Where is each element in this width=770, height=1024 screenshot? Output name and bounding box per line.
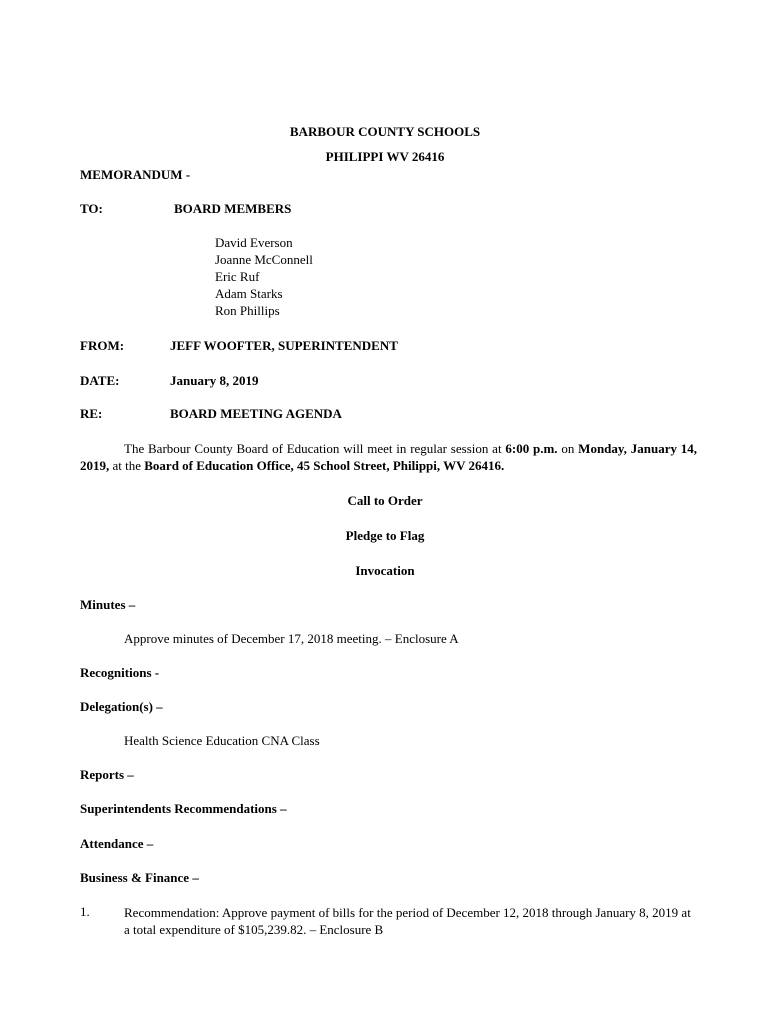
to-label: TO: bbox=[80, 201, 103, 216]
delegations-heading: Delegation(s) – bbox=[80, 699, 163, 714]
minutes-heading: Minutes – bbox=[80, 597, 136, 612]
re-label: RE: bbox=[80, 406, 103, 421]
attendance-heading: Attendance – bbox=[80, 836, 154, 851]
meeting-time: 6:00 p.m. bbox=[505, 441, 558, 456]
minutes-item: Approve minutes of December 17, 2018 meeting. – Enclosure A bbox=[124, 631, 459, 646]
member-name: Ron Phillips bbox=[215, 303, 280, 318]
item-number: 1. bbox=[80, 904, 90, 919]
delegation-item: Health Science Education CNA Class bbox=[124, 733, 320, 748]
superintendent-recommendations-heading: Superintendents Recommendations – bbox=[80, 801, 287, 816]
member-name: Eric Ruf bbox=[215, 269, 260, 284]
to-value: BOARD MEMBERS bbox=[174, 201, 292, 216]
intro-text: at the bbox=[109, 458, 145, 473]
re-value: BOARD MEETING AGENDA bbox=[170, 406, 342, 421]
pledge-to-flag: Pledge to Flag bbox=[345, 528, 425, 543]
member-name: Joanne McConnell bbox=[215, 252, 313, 267]
member-name: David Everson bbox=[215, 235, 293, 250]
org-title: BARBOUR COUNTY SCHOOLS bbox=[289, 124, 481, 139]
date-value: January 8, 2019 bbox=[170, 373, 259, 388]
member-name: Adam Starks bbox=[215, 286, 283, 301]
from-label: FROM: bbox=[80, 338, 125, 353]
meeting-day: Monday, January 14, 2019, bbox=[80, 441, 698, 473]
date-label: DATE: bbox=[80, 373, 120, 388]
business-finance-heading: Business & Finance – bbox=[80, 870, 199, 885]
invocation: Invocation bbox=[355, 563, 415, 578]
reports-heading: Reports – bbox=[80, 767, 134, 782]
intro-text: on bbox=[557, 441, 579, 456]
memo-label: MEMORANDUM - bbox=[80, 167, 191, 182]
call-to-order: Call to Order bbox=[347, 493, 423, 508]
intro-text: The Barbour County Board of Education will meet in regular session at bbox=[124, 441, 506, 456]
org-location: PHILIPPI WV 26416 bbox=[325, 149, 445, 164]
from-value: JEFF WOOFTER, SUPERINTENDENT bbox=[170, 338, 398, 353]
meeting-place: Board of Education Office, 45 School Street, Philippi, WV 26416. bbox=[144, 458, 505, 473]
item-text: Recommendation: Approve payment of bills for the period of December 12, 2018 through January 8, 2019 at a total expenditure of $105,239.82. – Enclosure B bbox=[124, 905, 691, 937]
intro-paragraph bbox=[80, 440, 697, 474]
recognitions-heading: Recognitions - bbox=[80, 665, 160, 680]
